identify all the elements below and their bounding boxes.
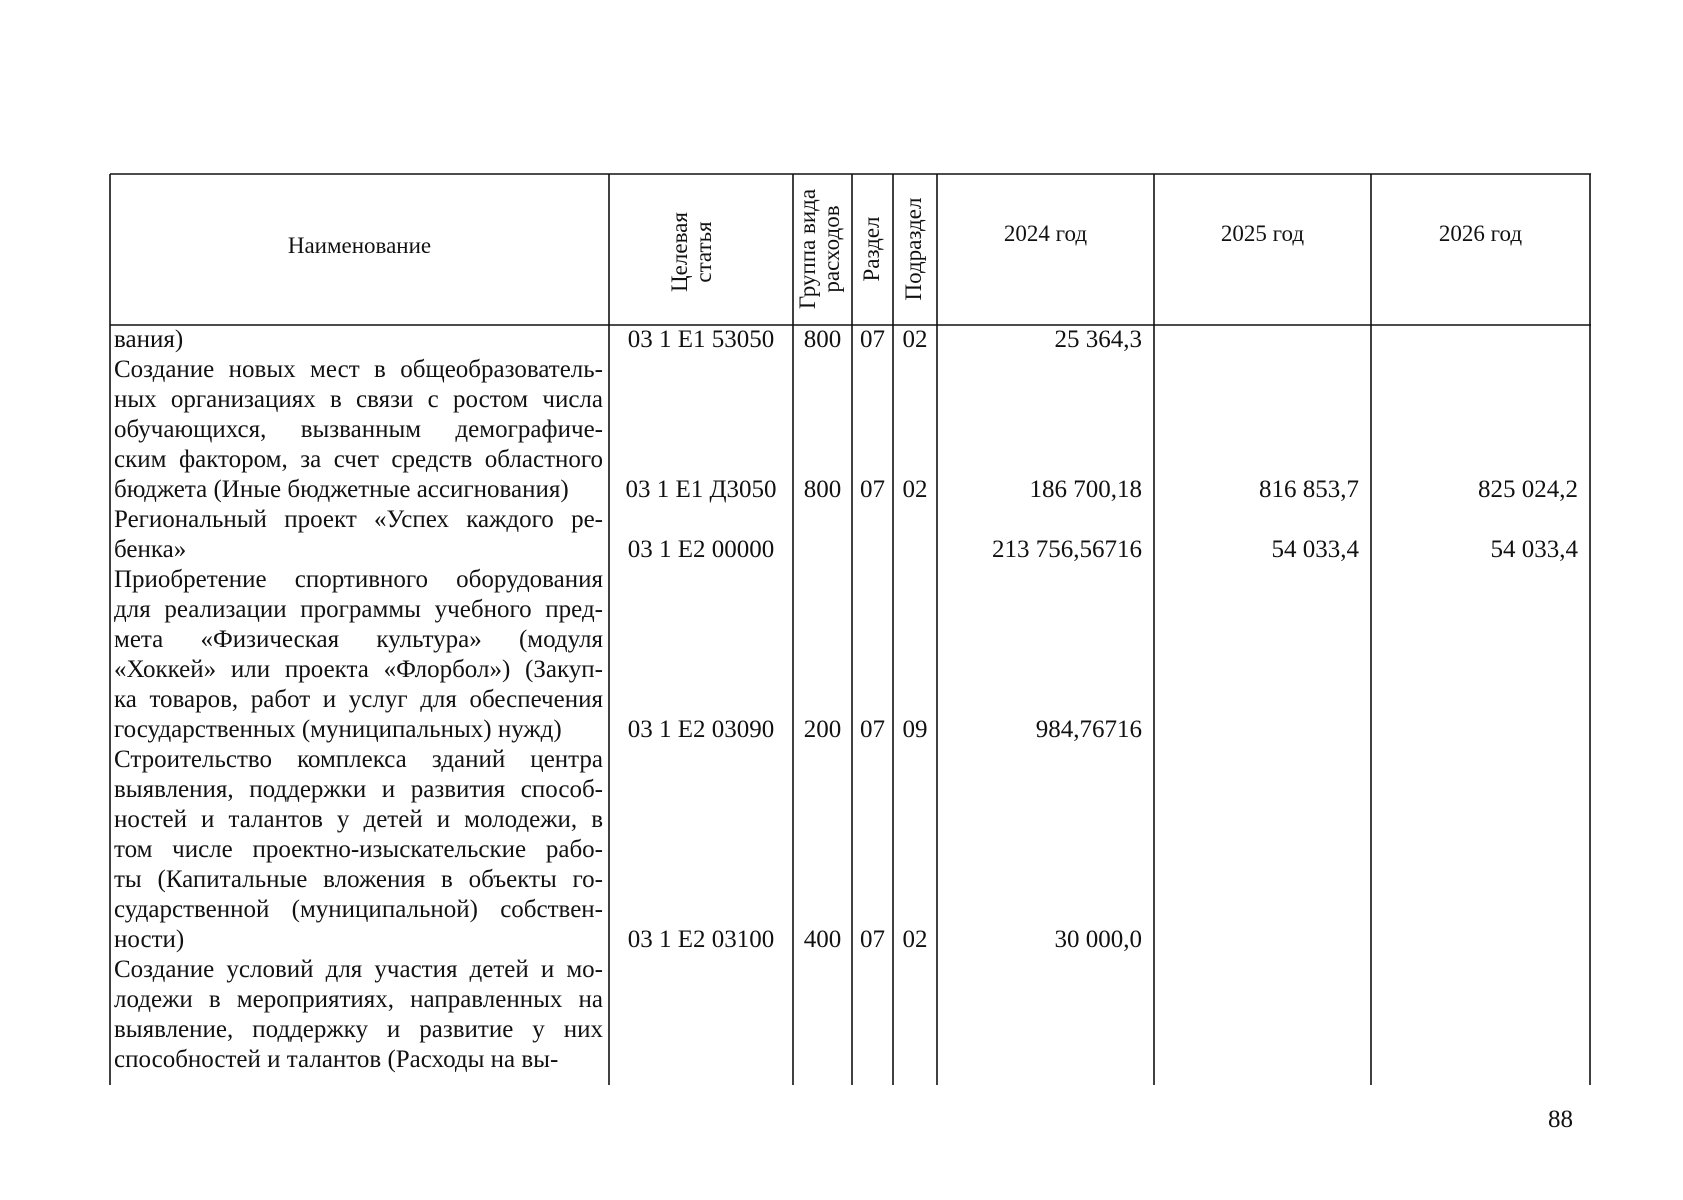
row-target-article: 03 1 E2 03090: [627, 716, 775, 743]
row-expense-group: 200: [803, 716, 842, 743]
row-subsection: 09: [902, 716, 928, 743]
row-name-line: лодежи в мероприятиях, направленных на: [114, 986, 603, 1013]
header-2024: 2024 год: [1003, 221, 1088, 246]
row-value-2025: 816 853,7: [1259, 476, 1359, 503]
row-name: [114, 565, 603, 745]
row-name: [114, 325, 603, 355]
row-name: [114, 355, 603, 505]
row-value-2024: 30 000,0: [1054, 926, 1142, 953]
row-name-line: ностей и талантов у детей и молодежи, в: [114, 806, 603, 833]
row-name: [114, 505, 603, 565]
row-name-line: бюджета (Иные бюджетные ассигнования): [114, 476, 569, 503]
row-section: 07: [860, 476, 885, 503]
row-name-line: Строительство комплекса зданий центра: [114, 746, 603, 773]
row-name-line: «Хоккей» или проекта «Флорбол») (Закуп-: [114, 656, 603, 683]
row-name-line: Региональный проект «Успех каждого ре-: [114, 506, 603, 533]
row-target-article: 03 1 E1 53050: [627, 326, 775, 353]
row-name-line: выявления, поддержки и развития способ-: [114, 776, 603, 803]
row-name-line: государственных (муниципальных) нужд): [114, 716, 562, 743]
header-expense-group-line1: Группа вида: [795, 188, 820, 310]
row-subsection: 02: [902, 476, 928, 503]
row-name-line: ским фактором, за счет средств областного: [114, 446, 603, 473]
row-value-2024: 25 364,3: [1054, 326, 1142, 353]
row-value-2024: 213 756,56716: [992, 536, 1142, 563]
row-expense-group: 800: [803, 476, 842, 503]
page-number: 88: [1548, 1106, 1573, 1133]
row-name-line: Создание условий для участия детей и мо-: [114, 956, 603, 983]
row-value-2025: 54 033,4: [1271, 536, 1359, 563]
header-expense-group: [796, 174, 850, 324]
row-name-line: сударственной (муниципальной) собствен-: [114, 896, 603, 923]
row-name-line: бенка»: [114, 536, 187, 563]
header-section: Раздел: [859, 216, 884, 282]
row-name: [114, 955, 603, 1075]
row-name-line: вания): [114, 326, 184, 353]
row-name-line: выявление, поддержку и развитие у них: [114, 1016, 603, 1043]
row-name-line: ных организациях в связи с ростом числа: [114, 386, 603, 413]
row-name-line: том числе проектно-изыскательские рабо-: [114, 836, 603, 863]
row-target-article: 03 1 E2 00000: [627, 536, 775, 563]
header-target-article-line2: статья: [691, 221, 716, 283]
header-target-article-line1: Целевая: [667, 212, 692, 292]
row-value-2024: 984,76716: [1035, 716, 1142, 743]
row-subsection: 02: [902, 326, 928, 353]
row-section: 07: [860, 926, 885, 953]
row-section: 07: [860, 716, 885, 743]
row-target-article: 03 1 E1 Д3050: [625, 476, 777, 503]
row-value-2024: 186 700,18: [1029, 476, 1142, 503]
row-value-2026: 825 024,2: [1478, 476, 1578, 503]
header-subsection: Подраздел: [901, 197, 926, 301]
row-name-line: для реализации программы учебного пред-: [114, 596, 603, 623]
row-target-article: 03 1 E2 03100: [627, 926, 775, 953]
row-name-line: ка товаров, работ и услуг для обеспечения: [114, 686, 603, 713]
header-name: Наименование: [287, 233, 432, 258]
row-expense-group: 400: [803, 926, 842, 953]
row-name-line: способностей и талантов (Расходы на вы-: [114, 1046, 559, 1073]
row-name-line: ты (Капитальные вложения в объекты го-: [114, 866, 603, 893]
row-value-2026: 54 033,4: [1490, 536, 1578, 563]
header-2026: 2026 год: [1438, 221, 1523, 246]
row-name-line: мета «Физическая культура» (модуля: [114, 626, 603, 653]
row-section: 07: [860, 326, 885, 353]
header-expense-group-line2: расходов: [819, 205, 844, 293]
row-name: [114, 745, 603, 955]
row-name-line: Приобретение спортивного оборудования: [114, 566, 603, 593]
header-2025: 2025 год: [1220, 221, 1305, 246]
row-name-line: обучающихся, вызванным демографиче-: [114, 416, 603, 443]
row-subsection: 02: [902, 926, 928, 953]
row-name-line: ности): [114, 926, 185, 953]
header-target-article: [668, 177, 720, 327]
row-expense-group: 800: [803, 326, 842, 353]
row-name-line: Создание новых мест в общеобразователь-: [114, 356, 603, 383]
